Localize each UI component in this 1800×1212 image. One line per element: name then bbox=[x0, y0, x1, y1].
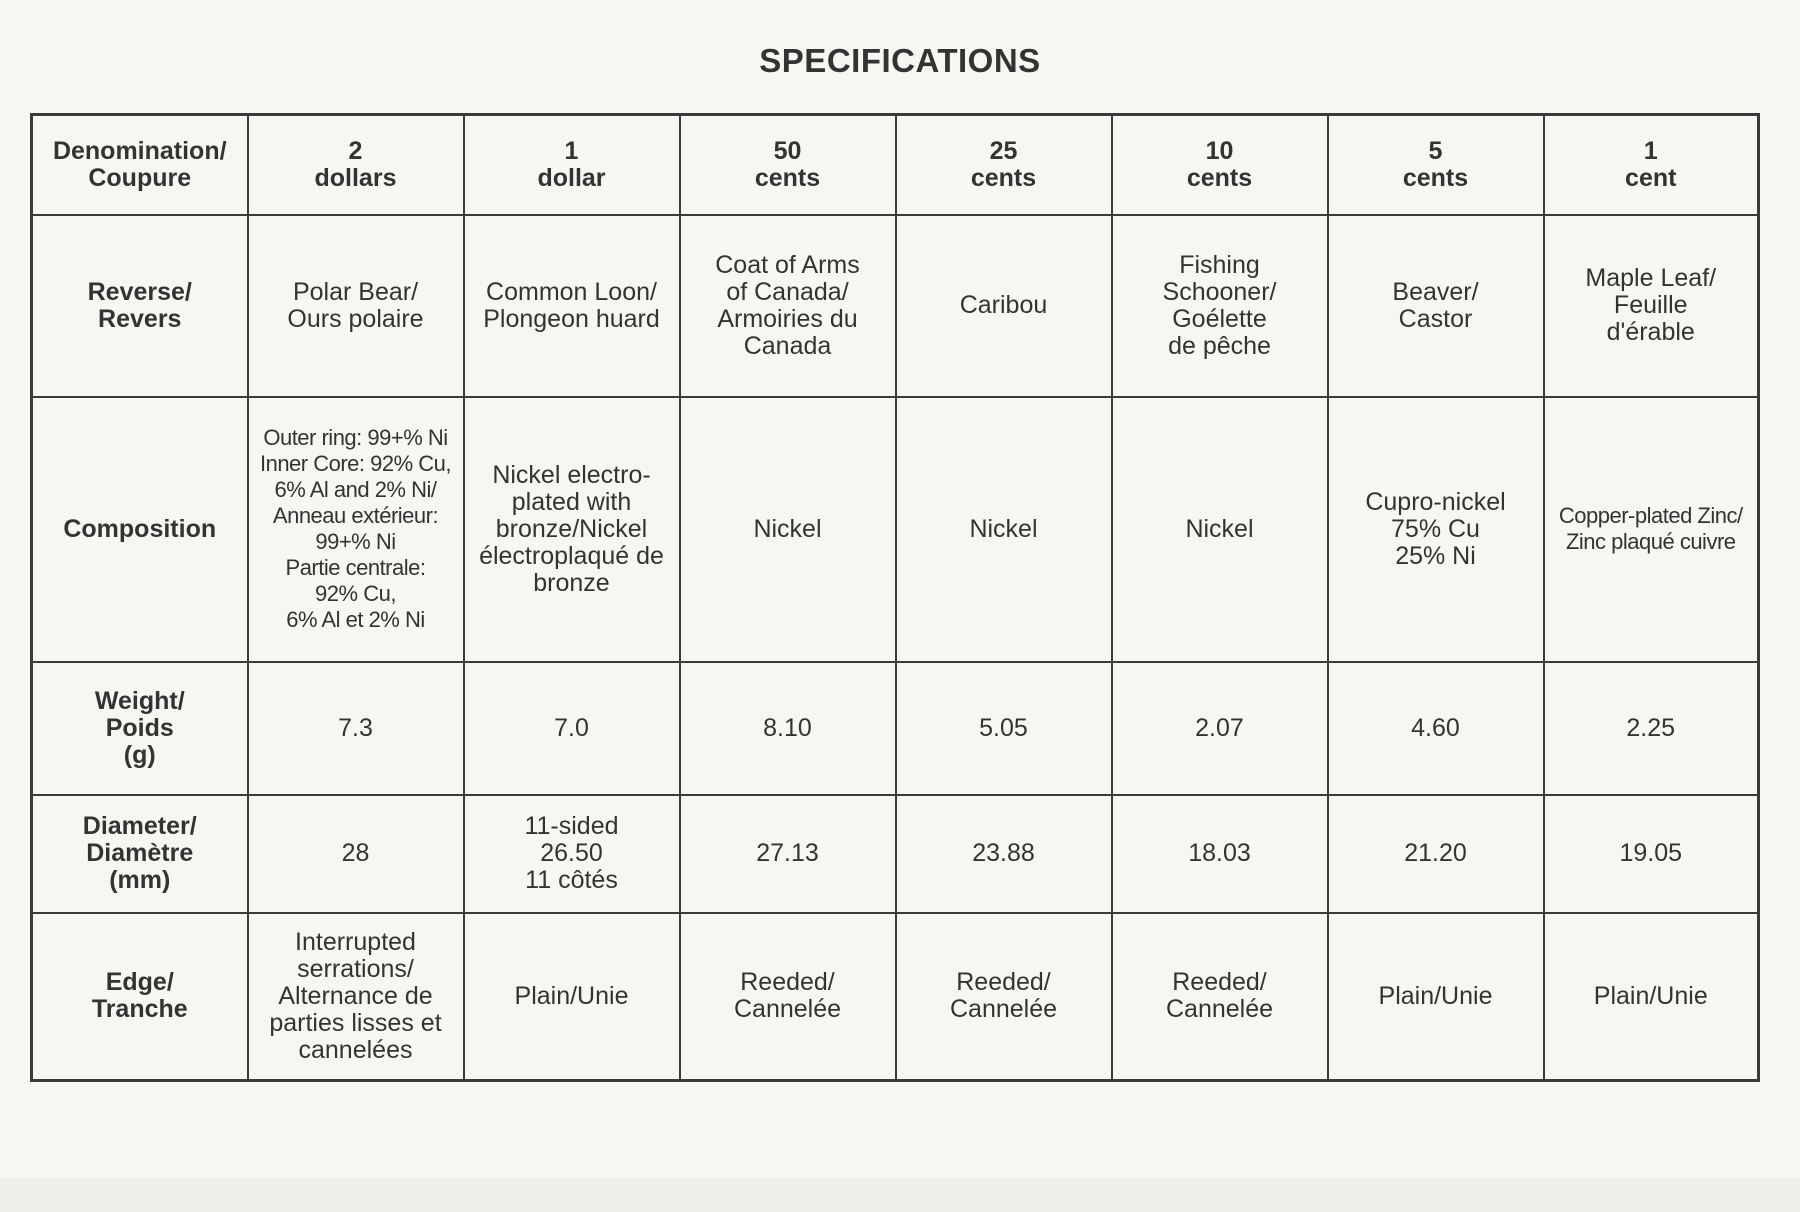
cell-reverse: Fishing Schooner/ Goélette de pêche bbox=[1112, 215, 1328, 397]
cell-edge: Reeded/ Cannelée bbox=[1112, 913, 1328, 1081]
specifications-table bbox=[30, 113, 1760, 1082]
table-row-weight bbox=[32, 662, 1759, 795]
cell-reverse: Polar Bear/ Ours polaire bbox=[248, 215, 464, 397]
cell-reverse: Caribou bbox=[896, 215, 1112, 397]
cell-diameter: 23.88 bbox=[896, 795, 1112, 913]
page-bottom-edge bbox=[0, 1178, 1800, 1212]
cell-denomination-5-cents: 5 cents bbox=[1328, 115, 1544, 215]
cell-diameter: 28 bbox=[248, 795, 464, 913]
cell-edge: Plain/Unie bbox=[1328, 913, 1544, 1081]
cell-reverse: Beaver/ Castor bbox=[1328, 215, 1544, 397]
cell-edge: Plain/Unie bbox=[1544, 913, 1759, 1081]
cell-reverse: Coat of Arms of Canada/ Armoiries du Canada bbox=[680, 215, 896, 397]
cell-diameter: 18.03 bbox=[1112, 795, 1328, 913]
cell-edge: Reeded/ Cannelée bbox=[896, 913, 1112, 1081]
cell-diameter: 27.13 bbox=[680, 795, 896, 913]
cell-denomination-50-cents: 50 cents bbox=[680, 115, 896, 215]
cell-composition: Nickel bbox=[1112, 397, 1328, 662]
cell-denomination-10-cents: 10 cents bbox=[1112, 115, 1328, 215]
row-header-composition: Composition bbox=[32, 397, 248, 662]
cell-diameter: 21.20 bbox=[1328, 795, 1544, 913]
row-header-denomination: Denomination/ Coupure bbox=[32, 115, 248, 215]
page-title: SPECIFICATIONS bbox=[759, 42, 1041, 79]
table-row-reverse bbox=[32, 215, 1759, 397]
table-row-denomination bbox=[32, 115, 1759, 215]
cell-weight: 4.60 bbox=[1328, 662, 1544, 795]
cell-denomination-1-cent: 1 cent bbox=[1544, 115, 1759, 215]
cell-composition: Copper-plated Zinc/ Zinc plaqué cuivre bbox=[1544, 397, 1759, 662]
cell-weight: 8.10 bbox=[680, 662, 896, 795]
cell-composition: Nickel electro- plated with bronze/Nickel électroplaqué de bronze bbox=[464, 397, 680, 662]
cell-composition: Outer ring: 99+% Ni Inner Core: 92% Cu, 6% Al and 2% Ni/ Anneau extérieur: 99+% Ni Partie centrale: 92% Cu, 6% Al et 2% Ni bbox=[248, 397, 464, 662]
row-header-reverse: Reverse/ Revers bbox=[32, 215, 248, 397]
row-header-weight: Weight/ Poids (g) bbox=[32, 662, 248, 795]
cell-diameter: 19.05 bbox=[1544, 795, 1759, 913]
cell-weight: 2.25 bbox=[1544, 662, 1759, 795]
cell-edge: Reeded/ Cannelée bbox=[680, 913, 896, 1081]
row-header-diameter: Diameter/ Diamètre (mm) bbox=[32, 795, 248, 913]
table-row-diameter bbox=[32, 795, 1759, 913]
table-row-composition bbox=[32, 397, 1759, 662]
cell-weight: 2.07 bbox=[1112, 662, 1328, 795]
cell-reverse: Common Loon/ Plongeon huard bbox=[464, 215, 680, 397]
cell-reverse: Maple Leaf/ Feuille d'érable bbox=[1544, 215, 1759, 397]
cell-weight: 7.0 bbox=[464, 662, 680, 795]
cell-edge: Plain/Unie bbox=[464, 913, 680, 1081]
cell-composition: Cupro-nickel 75% Cu 25% Ni bbox=[1328, 397, 1544, 662]
cell-denomination-1-dollar: 1 dollar bbox=[464, 115, 680, 215]
cell-diameter: 11-sided 26.50 11 côtés bbox=[464, 795, 680, 913]
cell-composition: Nickel bbox=[896, 397, 1112, 662]
cell-edge: Interrupted serrations/ Alternance de parties lisses et cannelées bbox=[248, 913, 464, 1081]
cell-denomination-2-dollars: 2 dollars bbox=[248, 115, 464, 215]
cell-weight: 7.3 bbox=[248, 662, 464, 795]
cell-weight: 5.05 bbox=[896, 662, 1112, 795]
table-row-edge bbox=[32, 913, 1759, 1081]
cell-denomination-25-cents: 25 cents bbox=[896, 115, 1112, 215]
cell-composition: Nickel bbox=[680, 397, 896, 662]
row-header-edge: Edge/ Tranche bbox=[32, 913, 248, 1081]
